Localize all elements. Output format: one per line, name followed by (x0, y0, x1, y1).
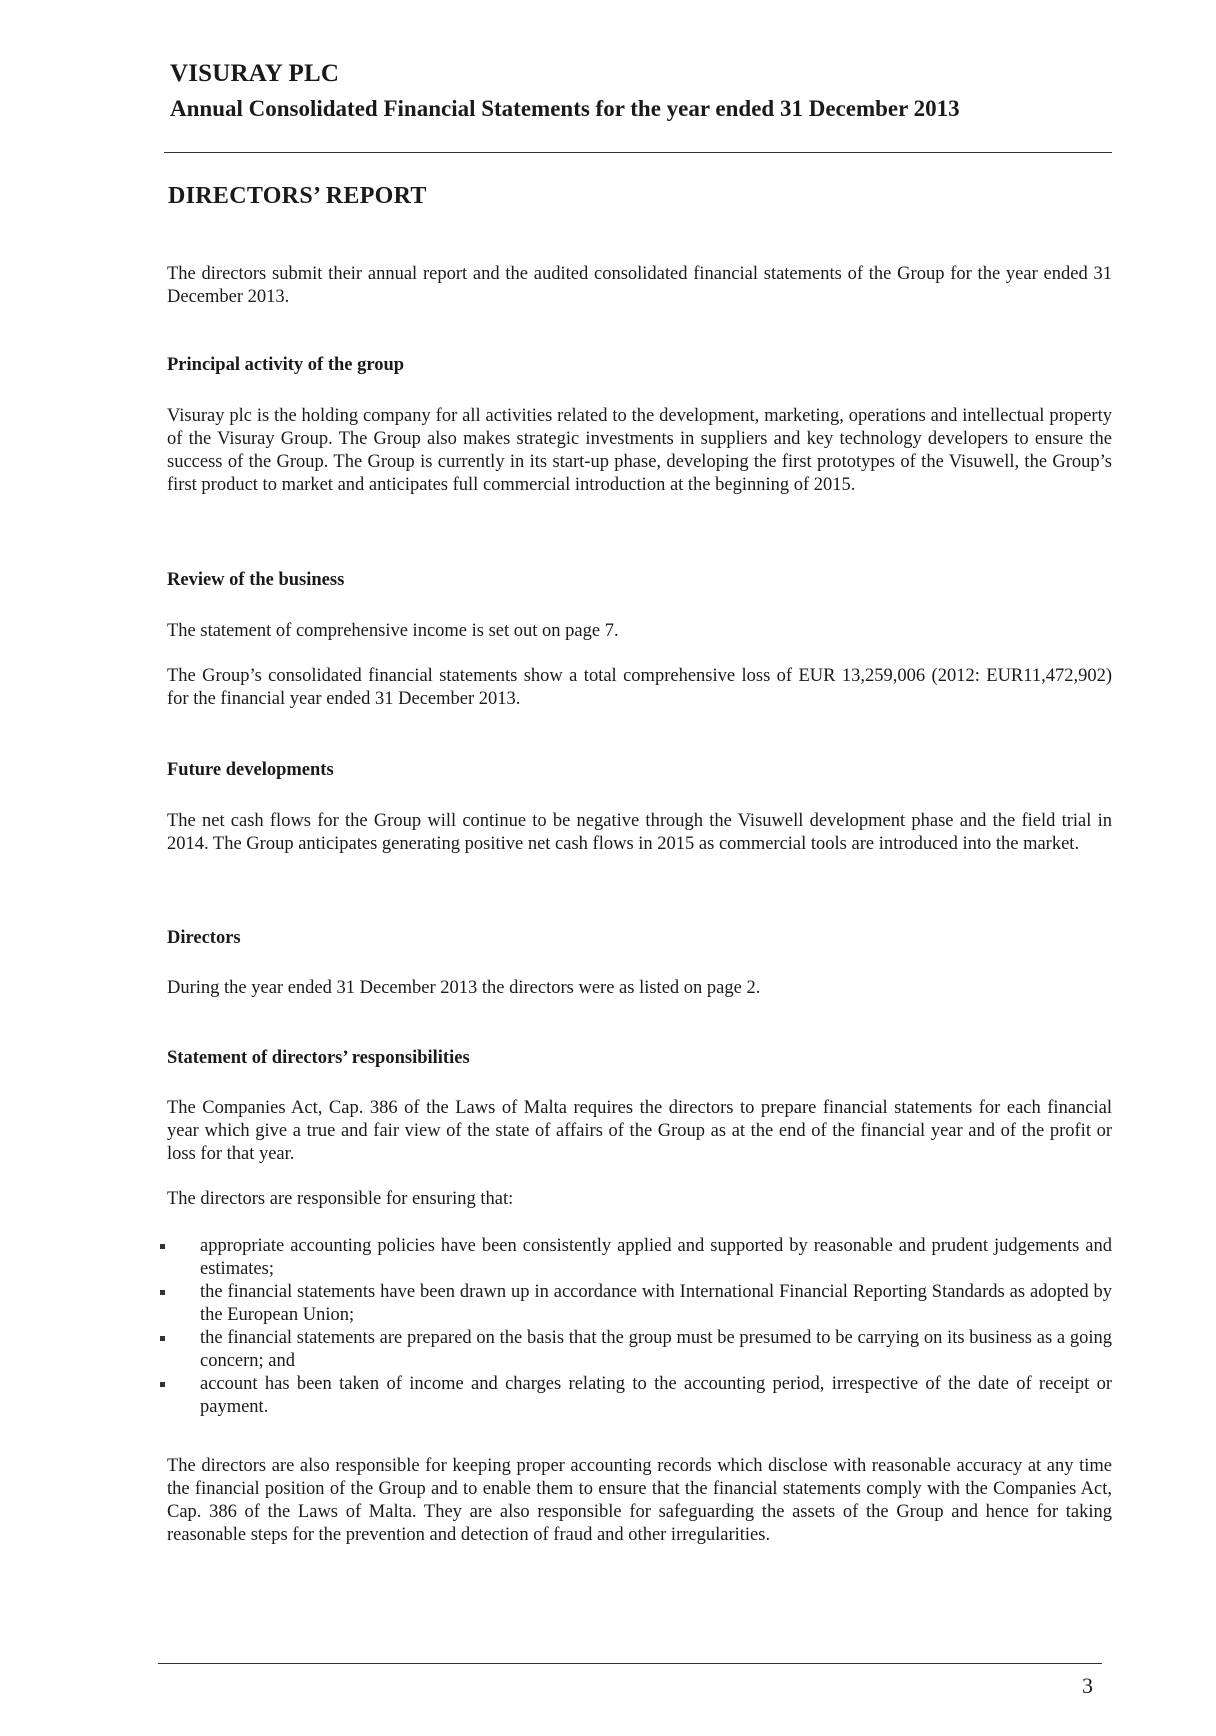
future-paragraph: The net cash flows for the Group will continue to be negative through the Visuwell development phase and the field trial in 2014. The Group anticipates generating positive net cash flows in 2015 as commercial tools are introduced into the market. (167, 811, 1112, 854)
list-item-text: appropriate accounting policies have been consistently applied and supported by reasonable and prudent judgements and estimates; (200, 1236, 1112, 1279)
intro-paragraph: The directors submit their annual report and the audited consolidated financial statements of the Group for the year ended 31 December 2013. (167, 264, 1112, 307)
square-bullet-icon (160, 1336, 165, 1341)
principal-activity-paragraph: Visuray plc is the holding company for all activities related to the development, marketing, operations and intellectual property of the Visuray Group. The Group also makes strategic investments in suppliers and key technology developers to ensure the success of the Group. The Group is currently in its start-up phase, developing the first prototypes of the Visuwell, the Group’s first product to market and anticipates full commercial introduction at the beginning of 2015. (167, 406, 1112, 495)
responsibilities-paragraph-1: The Companies Act, Cap. 386 of the Laws of Malta requires the directors to prepare financial statements for each financial year which give a true and fair view of the state of affairs of the Group as at the end of the financial year and of the profit or loss for that year. (167, 1098, 1112, 1164)
heading-directors: Directors (167, 928, 241, 948)
review-paragraph-1: The statement of comprehensive income is set out on page 7. (167, 621, 619, 641)
company-name: VISURAY PLC (170, 60, 340, 87)
footer-divider (158, 1663, 1102, 1664)
heading-review-business: Review of the business (167, 570, 345, 590)
list-item-text: account has been taken of income and charges relating to the accounting period, irrespective of the date of receipt or payment. (200, 1374, 1112, 1417)
square-bullet-icon (160, 1290, 165, 1295)
list-item-text: the financial statements have been drawn up in accordance with International Financial Reporting Standards as adopted by the European Union; (200, 1282, 1112, 1325)
heading-directors-responsibilities: Statement of directors’ responsibilities (167, 1048, 470, 1068)
report-title: DIRECTORS’ REPORT (168, 183, 427, 209)
list-item-text: the financial statements are prepared on the basis that the group must be presumed to be carrying on its business as a going concern; and (200, 1328, 1112, 1371)
list-item (158, 1327, 1112, 1373)
list-item (158, 1235, 1112, 1281)
responsibilities-paragraph-2: The directors are responsible for ensuring that: (167, 1189, 514, 1209)
square-bullet-icon (160, 1244, 165, 1249)
heading-principal-activity: Principal activity of the group (167, 355, 405, 375)
responsibilities-paragraph-3: The directors are also responsible for keeping proper accounting records which disclose with reasonable accuracy at any time the financial position of the Group and to enable them to ensure that the financial statements comply with the Companies Act, Cap. 386 of the Laws of Malta. They are also responsible for safeguarding the assets of the Group and hence for taking reasonable steps for the prevention and detection of fraud and other irregularities. (167, 1456, 1112, 1545)
list-item (158, 1373, 1112, 1419)
list-item (158, 1281, 1112, 1327)
heading-future-developments: Future developments (167, 760, 334, 780)
page-number: 3 (1082, 1673, 1093, 1698)
statement-title: Annual Consolidated Financial Statements for the year ended 31 December 2013 (170, 96, 960, 121)
review-paragraph-2: The Group’s consolidated financial statements show a total comprehensive loss of EUR 13,259,006 (2012: EUR11,472,902) for the financial year ended 31 December 2013. (167, 666, 1112, 709)
square-bullet-icon (160, 1382, 165, 1387)
responsibilities-bullet-list (158, 1235, 1112, 1419)
directors-paragraph: During the year ended 31 December 2013 the directors were as listed on page 2. (167, 978, 761, 998)
header-divider (164, 152, 1112, 153)
